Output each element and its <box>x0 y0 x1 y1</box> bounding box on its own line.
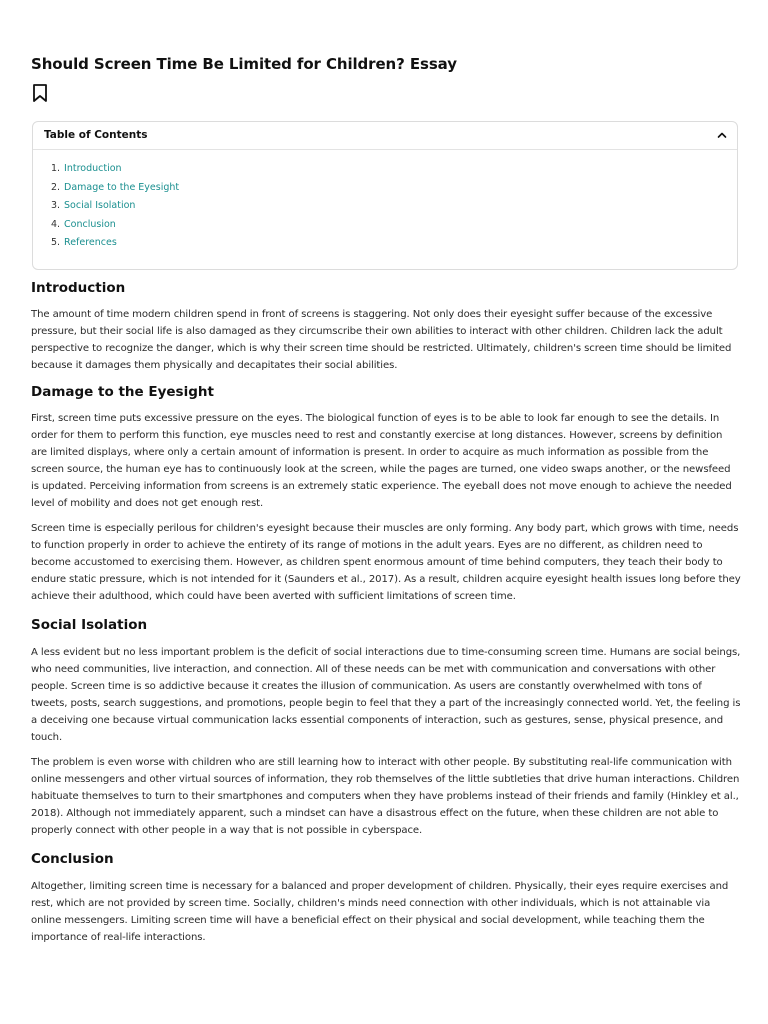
toc-list <box>51 163 179 256</box>
toc-item-number: 4. <box>51 218 61 230</box>
toc-item-number: 5. <box>51 237 61 248</box>
bookmark-button[interactable] <box>31 83 49 103</box>
section-heading-eyesight: Damage to the Eyesight <box>31 384 214 400</box>
toc-item-number: 3. <box>51 200 61 211</box>
toc-link-social-isolation[interactable]: Social Isolation <box>64 200 136 211</box>
toc-link-conclusion[interactable]: Conclusion <box>64 218 116 230</box>
toc-title: Table of Contents <box>44 129 148 141</box>
page-title: Should Screen Time Be Limited for Children? Essay <box>31 55 457 73</box>
toc-header[interactable] <box>33 122 737 150</box>
toc-item <box>51 237 179 256</box>
chevron-up-icon[interactable] <box>717 131 727 139</box>
eyesight-paragraph-2: Screen time is especially perilous for children's eyesight because their muscles are only forming. Any body part, which grows with time, needs to function properly in order to achieve the entirety of its range of motions in the adult years. Eyes are no different, as children need to become accustomed to exercising them. However, as children spent enormous amount of time behind computers, they teach their body to endure static pressure, which is not intended for it (Saunders et al., 2017). As a result, children acquire eyesight health issues long before they achieve their adulthood, which could have been averted with sufficient limitations of screen time. <box>31 523 741 602</box>
toc-link-damage-to-the-eyesight[interactable]: Damage to the Eyesight <box>64 181 180 193</box>
section-heading-social-isolation: Social Isolation <box>31 617 148 633</box>
section-heading-introduction: Introduction <box>31 280 126 296</box>
toc-item <box>51 219 179 238</box>
toc-item <box>51 163 179 182</box>
toc-item-number: 2. <box>51 181 61 193</box>
introduction-paragraph: The amount of time modern children spend in front of screens is staggering. Not only does their eyesight suffer because of the excessive pressure, but their social life is also damaged as they circumscribe their own abilities to interact with other children. Children lack the adult perspective to recognize the danger, which is why their screen time should be restricted. Ultimately, children's screen time should be limited because it damages them physically and decapitates their social abilities. <box>31 309 732 371</box>
toc-link-introduction[interactable]: Introduction <box>64 163 122 174</box>
toc-link-references[interactable]: References <box>64 237 117 248</box>
social-paragraph-2: The problem is even worse with children who are still learning how to interact with other people. By substituting real-life communication with online messengers and other virtual sources of information, they rob themselves of the little subtleties that drive human interactions. Children habituate themselves to turn to their smartphones and computers when they have problems instead of their friends and family (Hinkley et al., 2018). Although not immediately apparent, such a mindset can have a disastrous effect on the future, when these children are not able to properly connect with other people in a way that is not possible in cyberspace. <box>31 757 740 836</box>
toc-item <box>51 200 179 219</box>
eyesight-paragraph-1: First, screen time puts excessive pressure on the eyes. The biological function of eyes is to be able to look far enough to see the details. In order for them to perform this function, eye muscles need to rest and constantly exercise at long distances. However, screens by definition are limited displays, where only a certain amount of information is present. In order to acquire as much information as possible from the screen source, the human eye has to continuously look at the screen, while the pages are turned, one video swaps another, or the newsfeed is updated. Perceiving information from screens is an extremely static experience. The eyeball does not move enough to achieve the needed level of mobility and does not get enough rest. <box>31 413 732 509</box>
table-of-contents <box>32 121 738 270</box>
toc-item-number: 1. <box>51 163 61 174</box>
conclusion-paragraph: Altogether, limiting screen time is necessary for a balanced and proper development of children. Physically, their eyes require exercises and rest, which are not provided by screen time. Socially, children's minds need connection with other individuals, which is not attainable via online messengers. Limiting screen time will have a beneficial effect on their physical and social development, while teaching them the importance of real-life interactions. <box>31 881 729 943</box>
social-paragraph-1: A less evident but no less important problem is the deficit of social interactions due to time-consuming screen time. Humans are social beings, who need communities, live interaction, and connection. All of these needs can be met with communication and conversations with other people. Screen time is so addictive because it creates the illusion of communication. As users are constantly overwhelmed with tons of tweets, posts, search suggestions, and promotions, people begin to feel that they a part of the increasingly connected world. Yet, the feeling is a deceiving one because virtual communication lacks essential components of interaction, such as gestures, sense, physical presence, and touch. <box>31 647 741 743</box>
section-heading-conclusion: Conclusion <box>31 851 114 867</box>
bookmark-icon <box>31 83 49 103</box>
toc-item <box>51 182 179 201</box>
